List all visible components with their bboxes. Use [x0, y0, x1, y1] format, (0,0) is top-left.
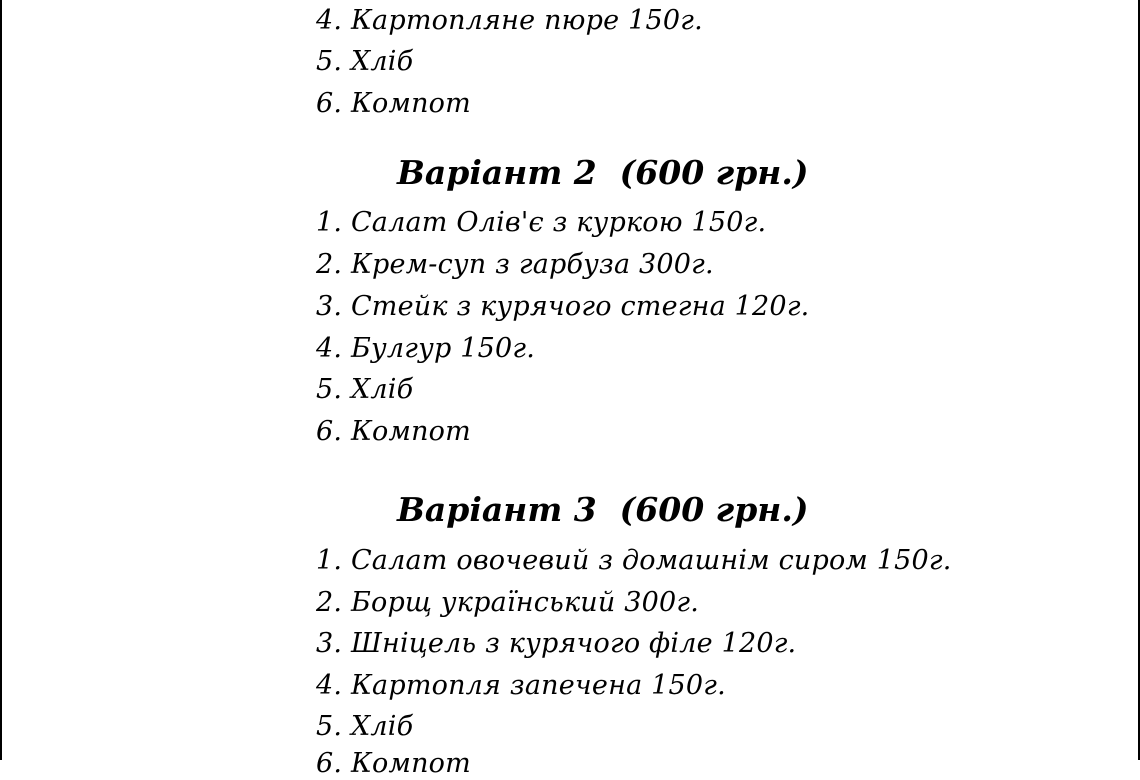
variant3-item-6: 6. Компот	[316, 748, 471, 779]
variant3-item-1: 1. Салат овочевий з домашнім сиром 150г.	[316, 545, 952, 576]
variant2-item-3: 3. Стейк з курячого стегна 120г.	[316, 291, 810, 322]
variant2-item-1: 1. Салат Олів'є з куркою 150г.	[316, 207, 767, 238]
variant1-item-4: 4. Картопляне пюре 150г.	[316, 5, 703, 36]
variant2-item-6: 6. Компот	[316, 416, 471, 447]
variant3-item-5: 5. Хліб	[316, 711, 414, 742]
variant2-item-5: 5. Хліб	[316, 374, 414, 405]
variant3-item-2: 2. Борщ український 300г.	[316, 587, 699, 618]
variant3-title: Варіант 3 (600 грн.)	[397, 490, 809, 529]
variant1-item-6: 6. Компот	[316, 88, 471, 119]
variant2-title: Варіант 2 (600 грн.)	[397, 153, 809, 192]
variant2-item-4: 4. Булгур 150г.	[316, 333, 535, 364]
variant3-item-4: 4. Картопля запечена 150г.	[316, 670, 726, 701]
variant2-item-2: 2. Крем-суп з гарбуза 300г.	[316, 249, 714, 280]
variant3-item-3: 3. Шніцель з курячого філе 120г.	[316, 628, 797, 659]
variant1-item-5: 5. Хліб	[316, 46, 414, 77]
